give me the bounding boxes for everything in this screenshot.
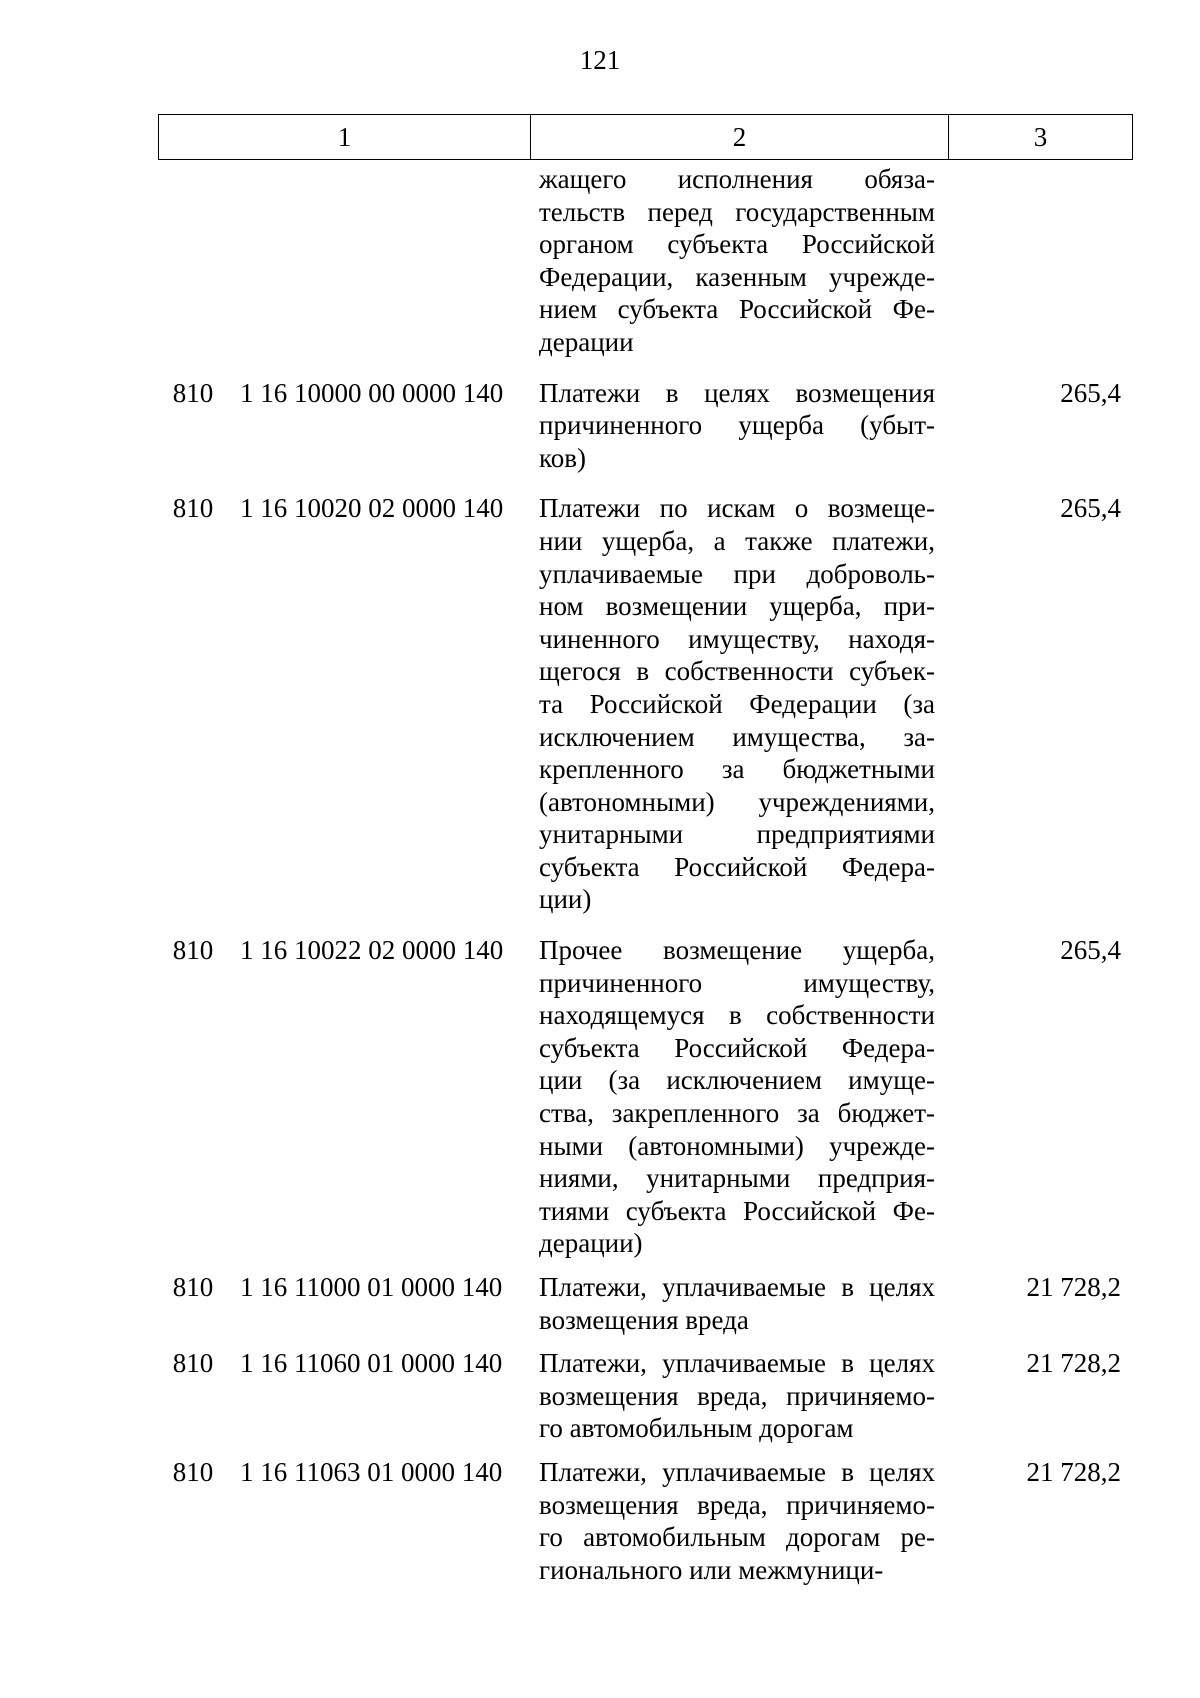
- admin-code-cell: [158, 163, 228, 359]
- description-line: тиями субъекта Российской Фе-: [539, 1195, 935, 1226]
- admin-code-cell: 810: [172, 1272, 214, 1302]
- table-row: [158, 1456, 1133, 1586]
- description-line: нии ущерба, а также платежи,: [539, 525, 935, 556]
- table-row: [158, 1347, 1133, 1445]
- budget-code-cell: 1 16 10000 00 0000 140: [240, 377, 504, 408]
- description-line: унитарными предприятиями: [539, 819, 935, 850]
- description-line: Прочее возмещение ущерба,: [539, 935, 935, 966]
- column-header-3: 3: [1033, 121, 1048, 152]
- description-cell: [530, 1347, 948, 1445]
- admin-code-cell: 810: [172, 1348, 214, 1379]
- description-line: Платежи, уплачиваемые в целях: [539, 1272, 935, 1302]
- amount-cell: [948, 163, 1133, 359]
- description-line: дерации: [539, 326, 634, 357]
- description-line: (автономными) учреждениями,: [539, 786, 935, 817]
- budget-code-cell: 1 16 10020 02 0000 140: [240, 493, 504, 524]
- description-line: исключением имущества, за-: [539, 721, 935, 752]
- budget-code-cell: 1 16 11063 01 0000 140: [240, 1456, 503, 1487]
- description-cell: [530, 934, 948, 1260]
- budget-code-cell: 1 16 11000 01 0000 140: [240, 1272, 503, 1302]
- amount-cell: 265,4: [1060, 935, 1121, 966]
- amount-cell: 21 728,2: [1026, 1348, 1121, 1379]
- description-line: уплачиваемые при доброволь-: [539, 558, 935, 589]
- description-line: причиненного ущерба (убыт-: [539, 410, 935, 441]
- description-line: ном возмещении ущерба, при-: [539, 591, 935, 622]
- column-header-2: 2: [531, 115, 949, 159]
- description-line: субъекта Российской Федера-: [539, 1032, 935, 1063]
- budget-code-cell: 1 16 10022 02 0000 140: [240, 935, 504, 966]
- budget-code-cell: [228, 163, 530, 359]
- description-line: ков): [539, 442, 586, 473]
- description-line: гионального или межмуници-: [539, 1554, 884, 1585]
- description-line: Платежи, уплачиваемые в целях: [539, 1348, 935, 1379]
- description-cell: [530, 492, 948, 916]
- admin-code-cell: 810: [172, 493, 214, 524]
- admin-code-cell: 810: [172, 377, 214, 408]
- description-line: нием субъекта Российской Фе-: [539, 294, 935, 325]
- row-spacer: [158, 1260, 1133, 1271]
- description-line: жащего исполнения обяза-: [539, 164, 935, 194]
- description-line: органом субъекта Российской: [539, 229, 935, 260]
- description-line: возмещения вреда, причиняемо-: [539, 1489, 935, 1520]
- row-spacer: [158, 359, 1133, 377]
- row-spacer: [158, 474, 1133, 492]
- description-line: находящемуся в собственности: [539, 1000, 935, 1031]
- description-line: ниями, унитарными предприя-: [539, 1163, 935, 1194]
- description-line: Платежи, уплачиваемые в целях: [539, 1456, 935, 1487]
- description-line: причиненного имуществу,: [539, 967, 935, 998]
- row-spacer: [158, 1445, 1133, 1456]
- amount-cell: 21 728,2: [1026, 1456, 1121, 1487]
- amount-cell: 265,4: [1060, 493, 1121, 524]
- description-cell: [530, 163, 948, 359]
- table-row: [158, 377, 1133, 475]
- description-line: ции): [539, 884, 592, 915]
- description-cell: [530, 1456, 948, 1586]
- description-line: ными (автономными) учрежде-: [539, 1130, 935, 1161]
- admin-code-cell: 810: [172, 935, 214, 966]
- table-body: [158, 163, 1133, 1586]
- table-row: [158, 1271, 1133, 1336]
- table-header: [158, 114, 1133, 160]
- table-row-continuation: [158, 163, 1133, 359]
- description-line: го автомобильным дорогам: [539, 1413, 854, 1444]
- page-number: 121: [579, 45, 621, 75]
- description-line: возмещения вреда: [539, 1304, 749, 1335]
- row-spacer: [158, 1336, 1133, 1347]
- description-line: крепленного за бюджетными: [539, 754, 935, 785]
- budget-code-cell: 1 16 11060 01 0000 140: [240, 1348, 503, 1379]
- description-line: дерации): [539, 1228, 643, 1259]
- description-line: Платежи по искам о возмеще-: [539, 493, 935, 524]
- description-line: го автомобильным дорогам ре-: [539, 1522, 935, 1553]
- description-line: та Российской Федерации (за: [539, 688, 935, 719]
- table-row: [158, 934, 1133, 1260]
- description-line: ства, закрепленного за бюджет-: [539, 1098, 935, 1129]
- admin-code-cell: 810: [172, 1456, 214, 1487]
- description-line: чиненного имуществу, находя-: [539, 623, 935, 654]
- description-line: тельств перед государственным: [539, 196, 935, 227]
- description-line: щегося в собственности субъек-: [539, 656, 935, 687]
- description-line: Платежи в целях возмещения: [539, 377, 935, 408]
- description-line: Федерации, казенным учрежде-: [539, 261, 935, 292]
- description-cell: [530, 377, 948, 475]
- column-header-1: 1: [159, 115, 531, 159]
- amount-cell: 21 728,2: [1026, 1272, 1121, 1302]
- description-line: ции (за исключением имуще-: [539, 1065, 935, 1096]
- description-line: возмещения вреда, причиняемо-: [539, 1380, 935, 1411]
- table-row: [158, 492, 1133, 916]
- row-spacer: [158, 916, 1133, 934]
- amount-cell: 265,4: [1060, 377, 1121, 408]
- description-cell: [530, 1271, 948, 1336]
- description-line: субъекта Российской Федера-: [539, 851, 935, 882]
